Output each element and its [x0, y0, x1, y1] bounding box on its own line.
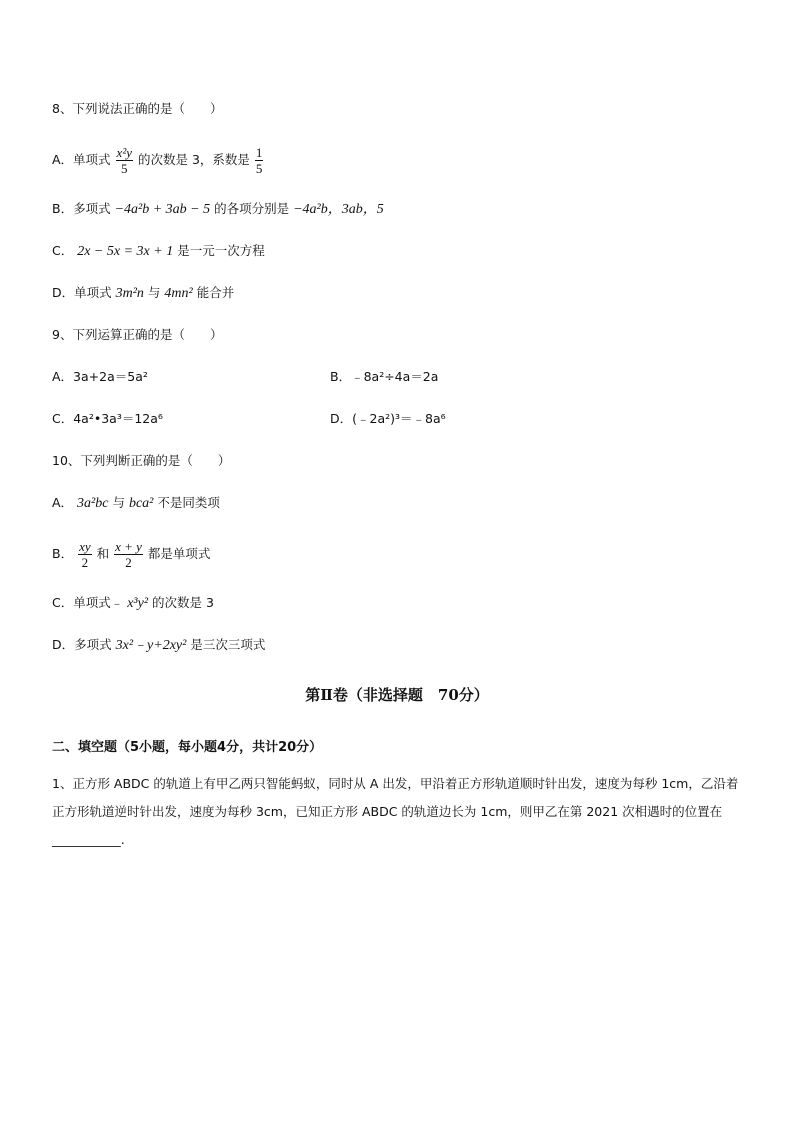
q10-a-suffix: 不是同类项	[157, 495, 220, 510]
q8-b-expr: −4a²b + 3ab − 5	[114, 202, 211, 217]
q10-option-a	[52, 494, 220, 513]
q10-a-mid: 与	[112, 495, 125, 510]
q10-c-suffix: 的次数是 3	[152, 595, 214, 610]
section-title: 第Ⅱ卷（非选择题 70分）	[305, 686, 489, 704]
q8-option-a	[52, 146, 264, 175]
q8-option-d	[52, 284, 234, 303]
fill-in-heading: 二、填空题（5小题，每小题4分，共计20分）	[52, 740, 323, 755]
q10-b-fraction-1	[78, 540, 92, 569]
q10-option-c	[52, 594, 214, 613]
q8-option-b	[52, 200, 384, 219]
q10-a-prefix: A．	[52, 495, 74, 510]
q10-d-prefix: D．多项式	[52, 637, 112, 652]
q10-a-expr1: 3a²bc	[77, 496, 109, 511]
q10-c-expr: x³y²	[127, 596, 149, 611]
q8-a-frac-num: x²y	[116, 145, 132, 160]
q9-option-a: A．3a+2a＝5a²	[52, 369, 148, 384]
q10-b-mid: 和	[96, 546, 110, 561]
q8-c-suffix: 是一元一次方程	[177, 243, 265, 258]
q8-stem: 8、下列说法正确的是（ ）	[52, 101, 223, 116]
q8-d-expr2: 4mn²	[164, 286, 193, 301]
q8-d-prefix: D．单项式	[52, 285, 112, 300]
q10-stem: 10、下列判断正确的是（ ）	[52, 453, 231, 468]
q10-b-fraction-2	[114, 540, 143, 569]
q10-a-expr2: bca²	[128, 496, 154, 511]
q10-c-prefix: C．单项式﹣	[52, 595, 124, 610]
q10-b-frac2-num: x + y	[115, 539, 142, 554]
q8-b-mid: 的各项分别是	[214, 201, 290, 216]
q10-b-frac2-den: 2	[125, 555, 132, 570]
q10-d-expr: 3x²﹣y+2xy²	[115, 638, 187, 653]
q10-b-suffix: 都是单项式	[147, 546, 211, 561]
q9-option-d: D．(﹣2a²)³＝﹣8a⁶	[330, 411, 446, 426]
q10-option-b	[52, 540, 210, 569]
q8-a-prefix: A．单项式	[52, 152, 111, 167]
q8-b-terms: −4a²b，3ab，5	[293, 202, 384, 217]
q8-d-mid: 与	[147, 285, 161, 300]
q9-stem: 9、下列运算正确的是（ ）	[52, 327, 223, 342]
q10-b-frac1-den: 2	[81, 555, 89, 570]
q10-option-d	[52, 636, 265, 655]
q8-c-prefix: C．	[52, 243, 74, 258]
q9-option-c: C．4a²•3a³＝12a⁶	[52, 411, 163, 426]
q8-a-frac2-den: 5	[255, 161, 263, 176]
q10-b-frac1-num: xy	[79, 539, 91, 554]
q8-b-prefix: B．多项式	[52, 201, 111, 216]
q8-a-frac2-num: 1	[255, 145, 263, 160]
q8-a-frac-den: 5	[121, 161, 128, 176]
q9-option-b: B．﹣8a²÷4a＝2a	[330, 369, 439, 384]
q10-b-prefix: B．	[52, 546, 74, 561]
q8-a-fraction	[116, 146, 133, 175]
q8-a-mid: 的次数是 3，系数是	[137, 152, 250, 167]
fill-question-1: 1、正方形 ABDC 的轨道上有甲乙两只智能蚂蚁，同时从 A 出发，甲沿着正方形轨道顺时针出发，速度为每秒 1cm，乙沿着正方形轨道逆时针出发，速度为每秒 3cm，已知正方形 ABDC 的轨道边长为 1cm，则甲乙在第 2021 次相遇时的位置在 ___________.	[52, 776, 739, 847]
q8-d-expr1: 3m²n	[115, 286, 144, 301]
q8-d-suffix: 能合并	[196, 285, 235, 300]
q10-d-suffix: 是三次三项式	[190, 637, 266, 652]
q8-option-c	[52, 242, 265, 261]
q8-c-expr: 2x − 5x = 3x + 1	[77, 244, 174, 259]
q8-a-fraction-2	[255, 146, 264, 175]
